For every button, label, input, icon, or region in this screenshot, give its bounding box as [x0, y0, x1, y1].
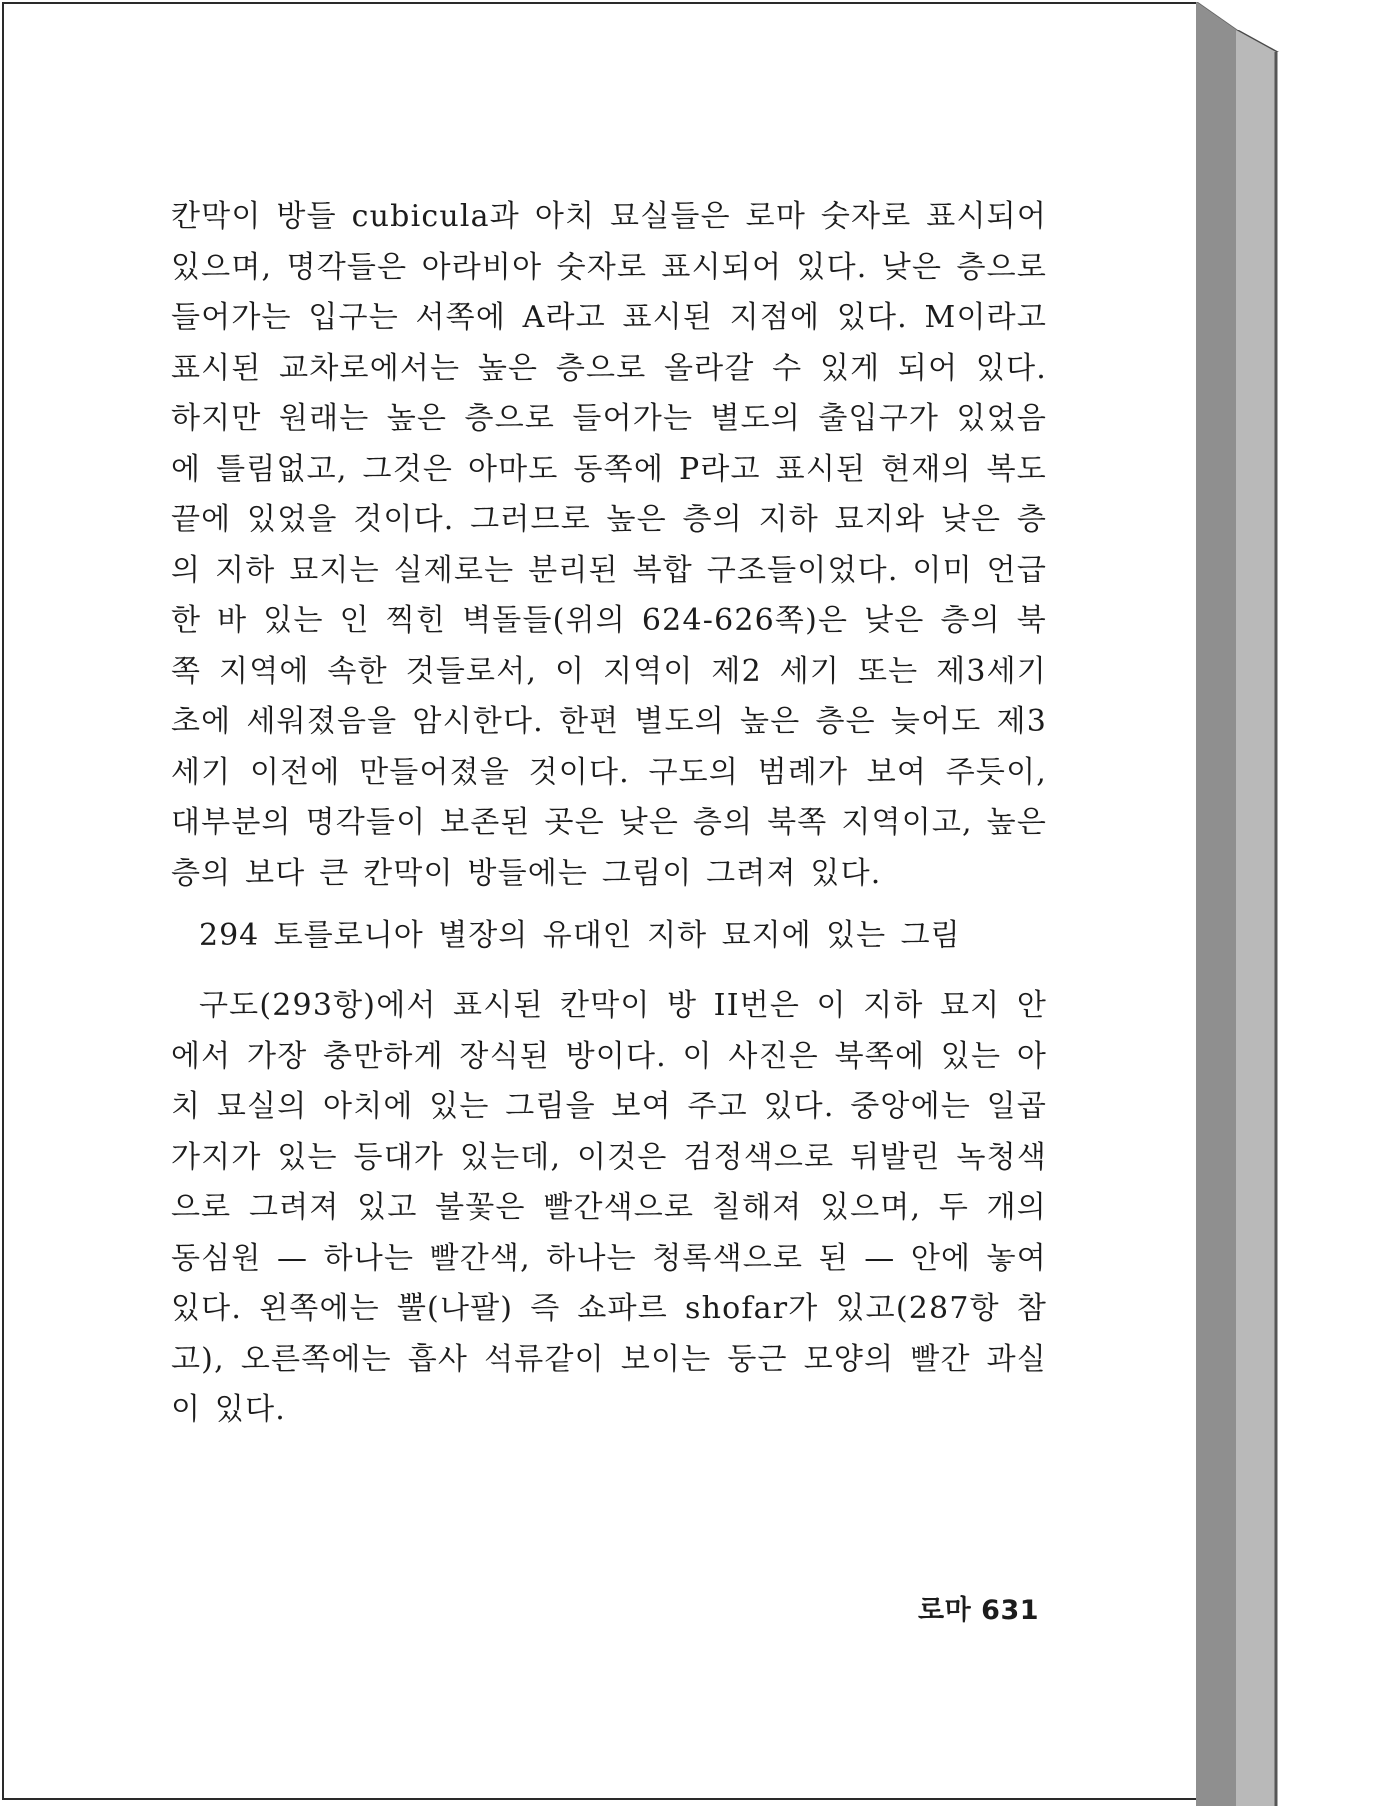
running-footer — [918, 1588, 1039, 1627]
page-edge-shading — [1196, 0, 1390, 1806]
footer-section-name: 로마 — [918, 1595, 972, 1626]
section-heading: 294 토를로니아 별장의 유대인 지하 묘지에 있는 그림 — [199, 918, 961, 953]
page-number: 631 — [981, 1595, 1040, 1626]
body-paragraph-1: 칸막이 방들 cubicula과 아치 묘실들은 로마 숫자로 표시되어 있으며, 명각들은 아라비아 숫자로 표시되어 있다. 낮은 층으로 들어가는 입구는 서쪽에 A라고 표시된 지점에 있다. M이라고 표시된 교차로에서는 높은 층으로 올라갈 수 있게 되어 있다. 하지만 원래는 높은 층으로 들어가는 별도의 출입구가 있었음에 틀림없고, 그것은 아마도 동쪽에 P라고 표시된 현재의 복도 끝에 있었을 것이다. 그러므로 높은 층의 지하 묘지와 낮은 층의 지하 묘지는 실제로는 분리된 복합 구조들이었다. 이미 언급한 바 있는 인 찍힌 벽돌들(위의 624-626쪽)은 낮은 층의 북쪽 지역에 속한 것들로서, 이 지역이 제2 세기 또는 제3세기 초에 세워졌음을 암시한다. 한편 별도의 높은 층은 늦어도 제3세기 이전에 만들어졌을 것이다. 구도의 범례가 보여 주듯이, 대부분의 명각들이 보존된 곳은 낮은 층의 북쪽 지역이고, 높은 층의 보다 큰 칸막이 방들에는 그림이 그려져 있다. — [171, 199, 1047, 891]
document-page — [2, 2, 1196, 1800]
body-paragraph-2: 구도(293항)에서 표시된 칸막이 방 II번은 이 지하 묘지 안에서 가장 충만하게 장식된 방이다. 이 사진은 북쪽에 있는 아치 묘실의 아치에 있는 그림을 보여 주고 있다. 중앙에는 일곱 가지가 있는 등대가 있는데, 이것은 검정색으로 뒤발린 녹청색으로 그려져 있고 불꽃은 빨간색으로 칠해져 있으며, 두 개의 동심원 — 하나는 빨간색, 하나는 청록색으로 된 — 안에 놓여 있다. 왼쪽에는 뿔(나팔) 즉 쇼파르 shofar가 있고(287항 참고), 오른쪽에는 흡사 석류같이 보이는 둥근 모양의 빨간 과실이 있다. — [171, 988, 1047, 1427]
